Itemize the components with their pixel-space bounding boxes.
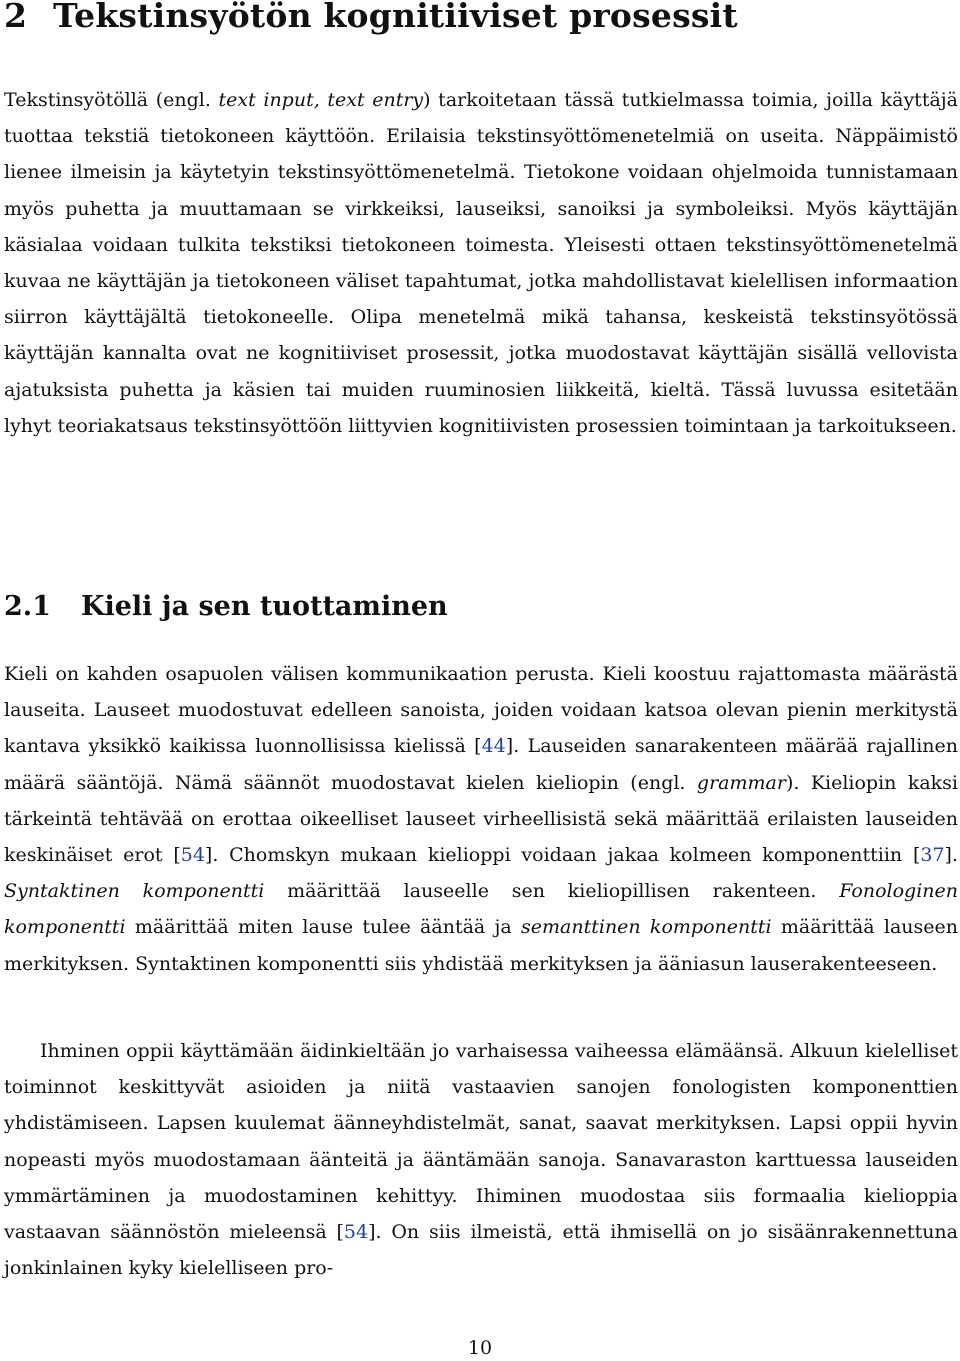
para2-text-g: määrittää miten lause tulee ääntää ja xyxy=(125,916,522,939)
para3-text-a: Ihminen oppii käyttämään äidinkieltään jo varhaisessa vaiheessa elämäänsä. Alkuun kielelliset toiminnot keskittyvät asioiden ja niitä vastaavien sanojen fonologisten komponenttien yhdistämiseen. Lapsen kuulemat äänneyhdistelmät, sanat, saavat merkityksen. Lapsi oppii hyvin nopeasti myös muodostamaan äänteitä ja ääntämään sanoja. Sanavaraston karttuessa lauseiden ymmärtäminen ja muodostaminen kehittyy. Ihiminen muodostaa siis formaalia kielioppia vastaavan säännöstön mieleensä [ xyxy=(4,1040,958,1244)
paragraph-acquisition xyxy=(4,1033,958,1286)
term-phonological-component: Fonologinen komponentti xyxy=(4,880,958,939)
section-number: 2.1 xyxy=(4,591,51,622)
intro-text-1: Tekstinsyötöllä (engl. xyxy=(4,89,219,111)
citation-link-37[interactable]: 37 xyxy=(920,844,945,867)
chapter-title: Tekstinsyötön kognitiiviset prosessit xyxy=(53,0,738,35)
citation-link-54-second[interactable]: 54 xyxy=(343,1221,369,1244)
para2-text-e: ]. xyxy=(944,844,958,867)
para2-text-c: ). Kieliopin kaksi tärkeintä tehtävää on erottaa oikeelliset lauseet virheellisistä sekä määrittää erilaisten lauseiden keskinäiset erot [ xyxy=(4,771,959,867)
section-heading xyxy=(4,587,448,627)
term-grammar: grammar xyxy=(696,771,786,794)
page-number: 10 xyxy=(467,1337,493,1359)
intro-paragraph xyxy=(4,82,958,444)
section-title: Kieli ja sen tuottaminen xyxy=(80,591,448,622)
citation-link-54[interactable]: 54 xyxy=(180,844,205,867)
term-syntactic-component: Syntaktinen komponentti xyxy=(4,880,265,903)
term-semantic-component: semanttinen komponentti xyxy=(521,916,772,939)
paragraph-language xyxy=(4,656,958,982)
para3-text-b: ]. On siis ilmeistä, että ihmisellä on jo sisäänrakennettuna jonkinlainen kyky kielelliseen pro- xyxy=(4,1221,958,1280)
para2-text-d: ]. Chomskyn mukaan kielioppi voidaan jakaa kolmeen komponenttiin [ xyxy=(204,844,921,867)
intro-text-2: ) tarkoitetaan tässä tutkielmassa toimia, joilla käyttäjä tuottaa tekstiä tietokoneen käyttöön. Erilaisia tekstinsyöttömenetelmiä on useita. Näppäimistö lienee ilmeisin ja käytetyin tekstinsyöttömenetelmä. Tietokone voidaan ohjelmoida tunnistamaan myös puhetta ja muuttamaan se virkkeiksi, lauseiksi, sanoiksi ja symboleiksi. Myös käyttäjän käsialaa voidaan tulkita tekstiksi tietokoneen toimesta. Yleisesti ottaen tekstinsyöttömenetelmä kuvaa ne käyttäjän ja tietokoneen väliset tapahtumat, jotka mahdollistavat kielellisen informaation siirron käyttäjältä tietokoneelle. Olipa menetelmä mikä tahansa, keskeistä tekstinsyötössä käyttäjän kannalta ovat ne kognitiiviset prosessit, jotka muodostavat käyttäjän sisällä vellovista ajatuksista puhetta ja käsien tai muiden ruuminosien liikkeitä, kieltä. Tässä luvussa esitetään lyhyt teoriakatsaus tekstinsyöttöön liittyvien kognitiivisten prosessien toimintaan ja tarkoitukseen. xyxy=(4,89,958,437)
para2-text-a: Kieli on kahden osapuolen välisen kommunikaation perusta. Kieli koostuu rajattomasta määrästä lauseita. Lauseet muodostuvat edelleen sanoista, joiden voidaan katsoa olevan pienin merkitystä kantava yksikkö kaikissa luonnollisissa kielissä [ xyxy=(4,663,958,758)
intro-term-text-input: text input, text entry xyxy=(218,89,424,111)
para2-text-h: määrittää lauseen merkityksen. Syntaktinen komponentti siis yhdistää merkityksen ja ääniasun lauserakenteeseen. xyxy=(4,916,959,975)
chapter-heading xyxy=(4,0,738,40)
chapter-number: 2 xyxy=(4,0,28,35)
citation-link-44[interactable]: 44 xyxy=(481,735,506,758)
para2-text-f: määrittää lauseelle sen kieliopillisen rakenteen. xyxy=(264,880,840,903)
para2-text-b: ]. Lauseiden sanarakenteen määrää rajallinen määrä sääntöjä. Nämä säännöt muodostavat kielen kieliopin (engl. xyxy=(4,735,958,794)
